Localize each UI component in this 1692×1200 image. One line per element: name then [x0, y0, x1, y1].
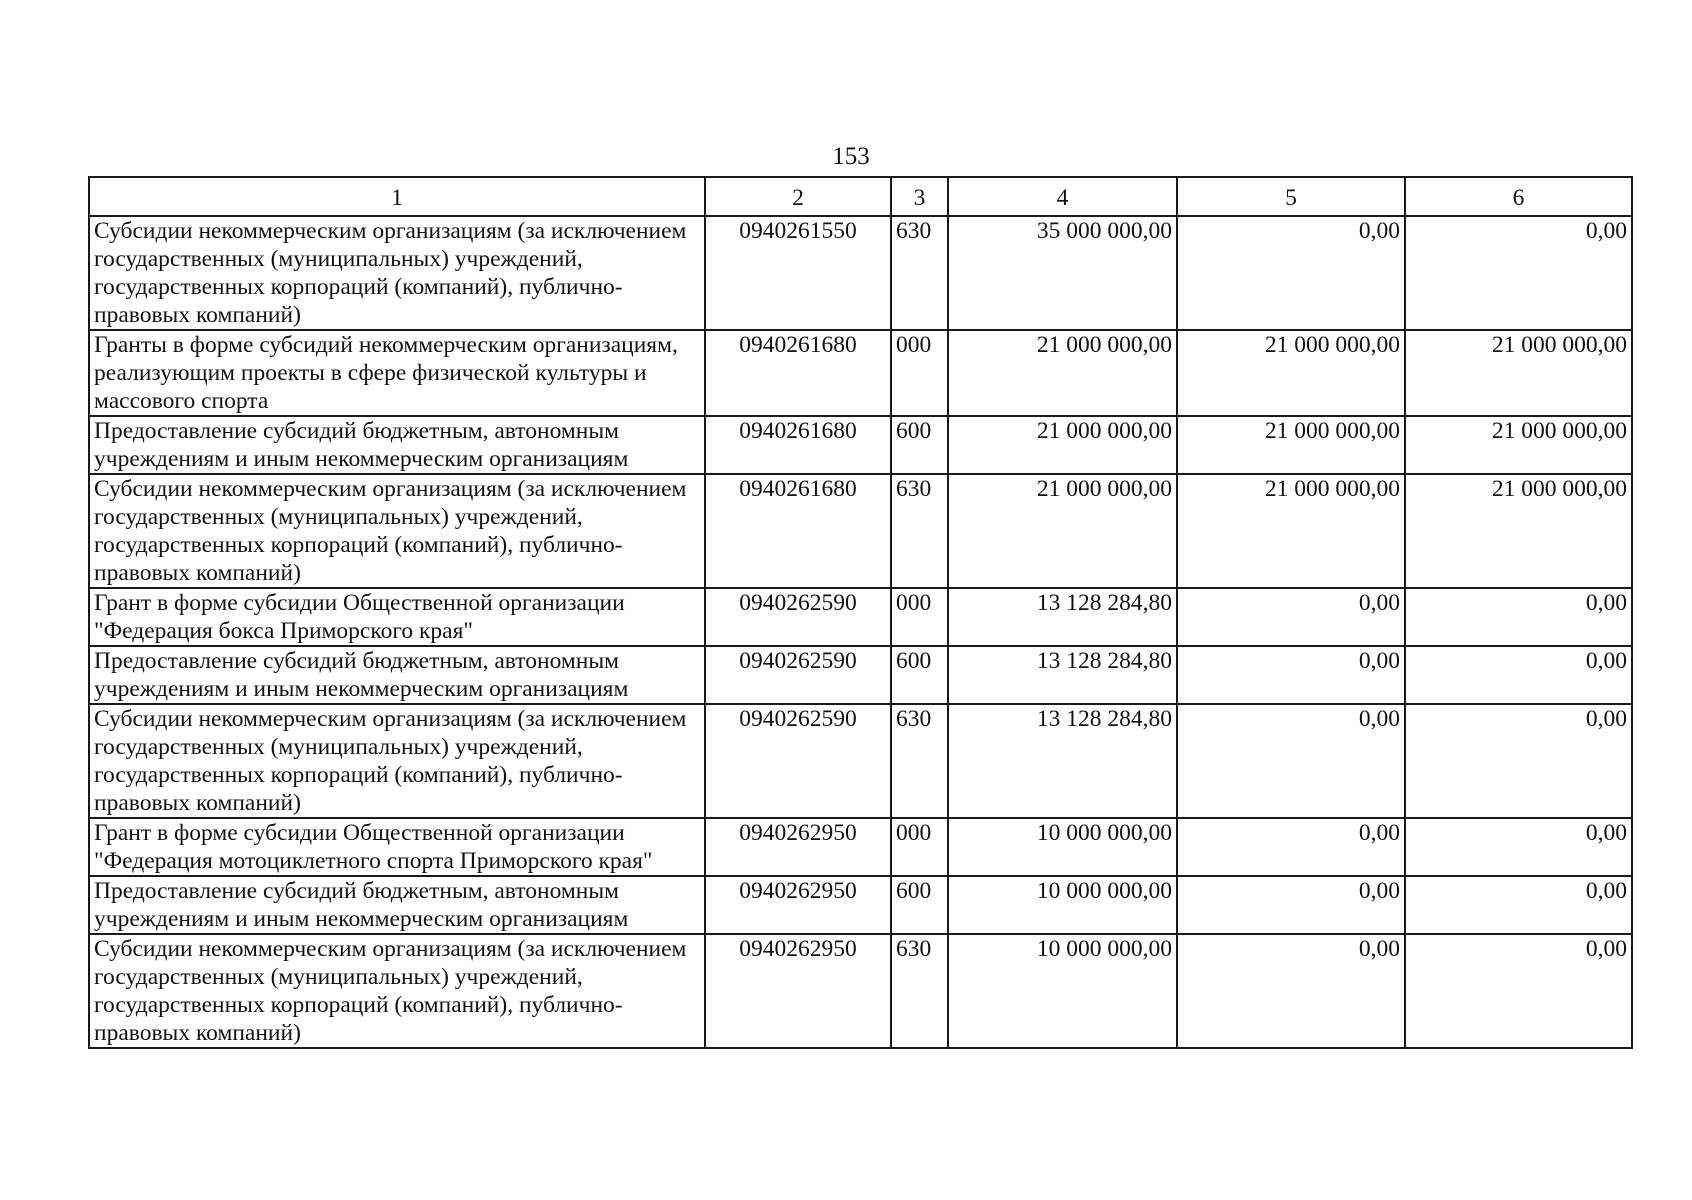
row-amount-col4: 13 128 284,80	[948, 704, 1177, 818]
row-target-code: 0940261680	[705, 416, 891, 474]
column-header-1: 1	[89, 177, 705, 216]
row-expense-type: 630	[891, 474, 948, 588]
row-target-code: 0940262590	[705, 646, 891, 704]
row-amount-col6: 0,00	[1405, 216, 1632, 330]
row-description: Субсидии некоммерческим организациям (за исключением государственных (муниципальных) учреждений, государственных корпораций (компаний), публично-правовых компаний)	[89, 216, 705, 330]
row-amount-col6: 21 000 000,00	[1405, 474, 1632, 588]
table-row	[89, 474, 1632, 588]
table-row	[89, 416, 1632, 474]
table-header-row	[89, 177, 1632, 216]
row-amount-col6: 0,00	[1405, 818, 1632, 876]
row-expense-type: 600	[891, 646, 948, 704]
page-number: 153	[832, 143, 870, 170]
column-header-2: 2	[705, 177, 891, 216]
row-expense-type: 000	[891, 330, 948, 416]
row-amount-col6: 0,00	[1405, 588, 1632, 646]
row-target-code: 0940262590	[705, 588, 891, 646]
row-amount-col5: 0,00	[1177, 934, 1405, 1048]
row-expense-type: 600	[891, 876, 948, 934]
row-amount-col5: 21 000 000,00	[1177, 416, 1405, 474]
row-expense-type: 630	[891, 216, 948, 330]
row-amount-col6: 0,00	[1405, 704, 1632, 818]
row-description: Субсидии некоммерческим организациям (за исключением государственных (муниципальных) учреждений, государственных корпораций (компаний), публично-правовых компаний)	[89, 934, 705, 1048]
row-description: Предоставление субсидий бюджетным, автономным учреждениям и иным некоммерческим организациям	[89, 416, 705, 474]
row-amount-col5: 0,00	[1177, 704, 1405, 818]
row-description: Гранты в форме субсидий некоммерческим организациям, реализующим проекты в сфере физической культуры и массового спорта	[89, 330, 705, 416]
table-row	[89, 876, 1632, 934]
row-amount-col4: 35 000 000,00	[948, 216, 1177, 330]
row-target-code: 0940262590	[705, 704, 891, 818]
row-target-code: 0940262950	[705, 818, 891, 876]
row-amount-col4: 21 000 000,00	[948, 416, 1177, 474]
column-header-4: 4	[948, 177, 1177, 216]
row-description: Предоставление субсидий бюджетным, автономным учреждениям и иным некоммерческим организациям	[89, 646, 705, 704]
row-amount-col4: 10 000 000,00	[948, 876, 1177, 934]
table-row	[89, 704, 1632, 818]
row-target-code: 0940261680	[705, 474, 891, 588]
row-amount-col6: 21 000 000,00	[1405, 330, 1632, 416]
row-description: Субсидии некоммерческим организациям (за исключением государственных (муниципальных) учреждений, государственных корпораций (компаний), публично-правовых компаний)	[89, 474, 705, 588]
row-amount-col4: 13 128 284,80	[948, 588, 1177, 646]
row-target-code: 0940261550	[705, 216, 891, 330]
row-description: Предоставление субсидий бюджетным, автономным учреждениям и иным некоммерческим организациям	[89, 876, 705, 934]
row-amount-col5: 0,00	[1177, 818, 1405, 876]
row-amount-col4: 21 000 000,00	[948, 474, 1177, 588]
row-target-code: 0940262950	[705, 876, 891, 934]
row-expense-type: 600	[891, 416, 948, 474]
row-description: Грант в форме субсидии Общественной организации "Федерация бокса Приморского края"	[89, 588, 705, 646]
row-amount-col4: 10 000 000,00	[948, 818, 1177, 876]
column-header-3: 3	[891, 177, 948, 216]
table-row	[89, 330, 1632, 416]
column-header-6: 6	[1405, 177, 1632, 216]
row-amount-col6: 21 000 000,00	[1405, 416, 1632, 474]
row-amount-col5: 0,00	[1177, 876, 1405, 934]
row-expense-type: 630	[891, 934, 948, 1048]
row-amount-col6: 0,00	[1405, 934, 1632, 1048]
row-amount-col4: 13 128 284,80	[948, 646, 1177, 704]
row-expense-type: 000	[891, 588, 948, 646]
row-amount-col5: 21 000 000,00	[1177, 330, 1405, 416]
budget-table	[88, 176, 1633, 1049]
row-target-code: 0940262950	[705, 934, 891, 1048]
table-row	[89, 588, 1632, 646]
row-amount-col4: 10 000 000,00	[948, 934, 1177, 1048]
row-description: Субсидии некоммерческим организациям (за исключением государственных (муниципальных) учреждений, государственных корпораций (компаний), публично-правовых компаний)	[89, 704, 705, 818]
table-row	[89, 646, 1632, 704]
table-row	[89, 934, 1632, 1048]
row-amount-col6: 0,00	[1405, 646, 1632, 704]
table-row	[89, 818, 1632, 876]
row-amount-col5: 0,00	[1177, 216, 1405, 330]
table-row	[89, 216, 1632, 330]
row-amount-col4: 21 000 000,00	[948, 330, 1177, 416]
row-amount-col5: 21 000 000,00	[1177, 474, 1405, 588]
row-target-code: 0940261680	[705, 330, 891, 416]
row-amount-col5: 0,00	[1177, 588, 1405, 646]
row-description: Грант в форме субсидии Общественной организации "Федерация мотоциклетного спорта Приморского края"	[89, 818, 705, 876]
column-header-5: 5	[1177, 177, 1405, 216]
row-amount-col5: 0,00	[1177, 646, 1405, 704]
row-expense-type: 000	[891, 818, 948, 876]
row-expense-type: 630	[891, 704, 948, 818]
row-amount-col6: 0,00	[1405, 876, 1632, 934]
